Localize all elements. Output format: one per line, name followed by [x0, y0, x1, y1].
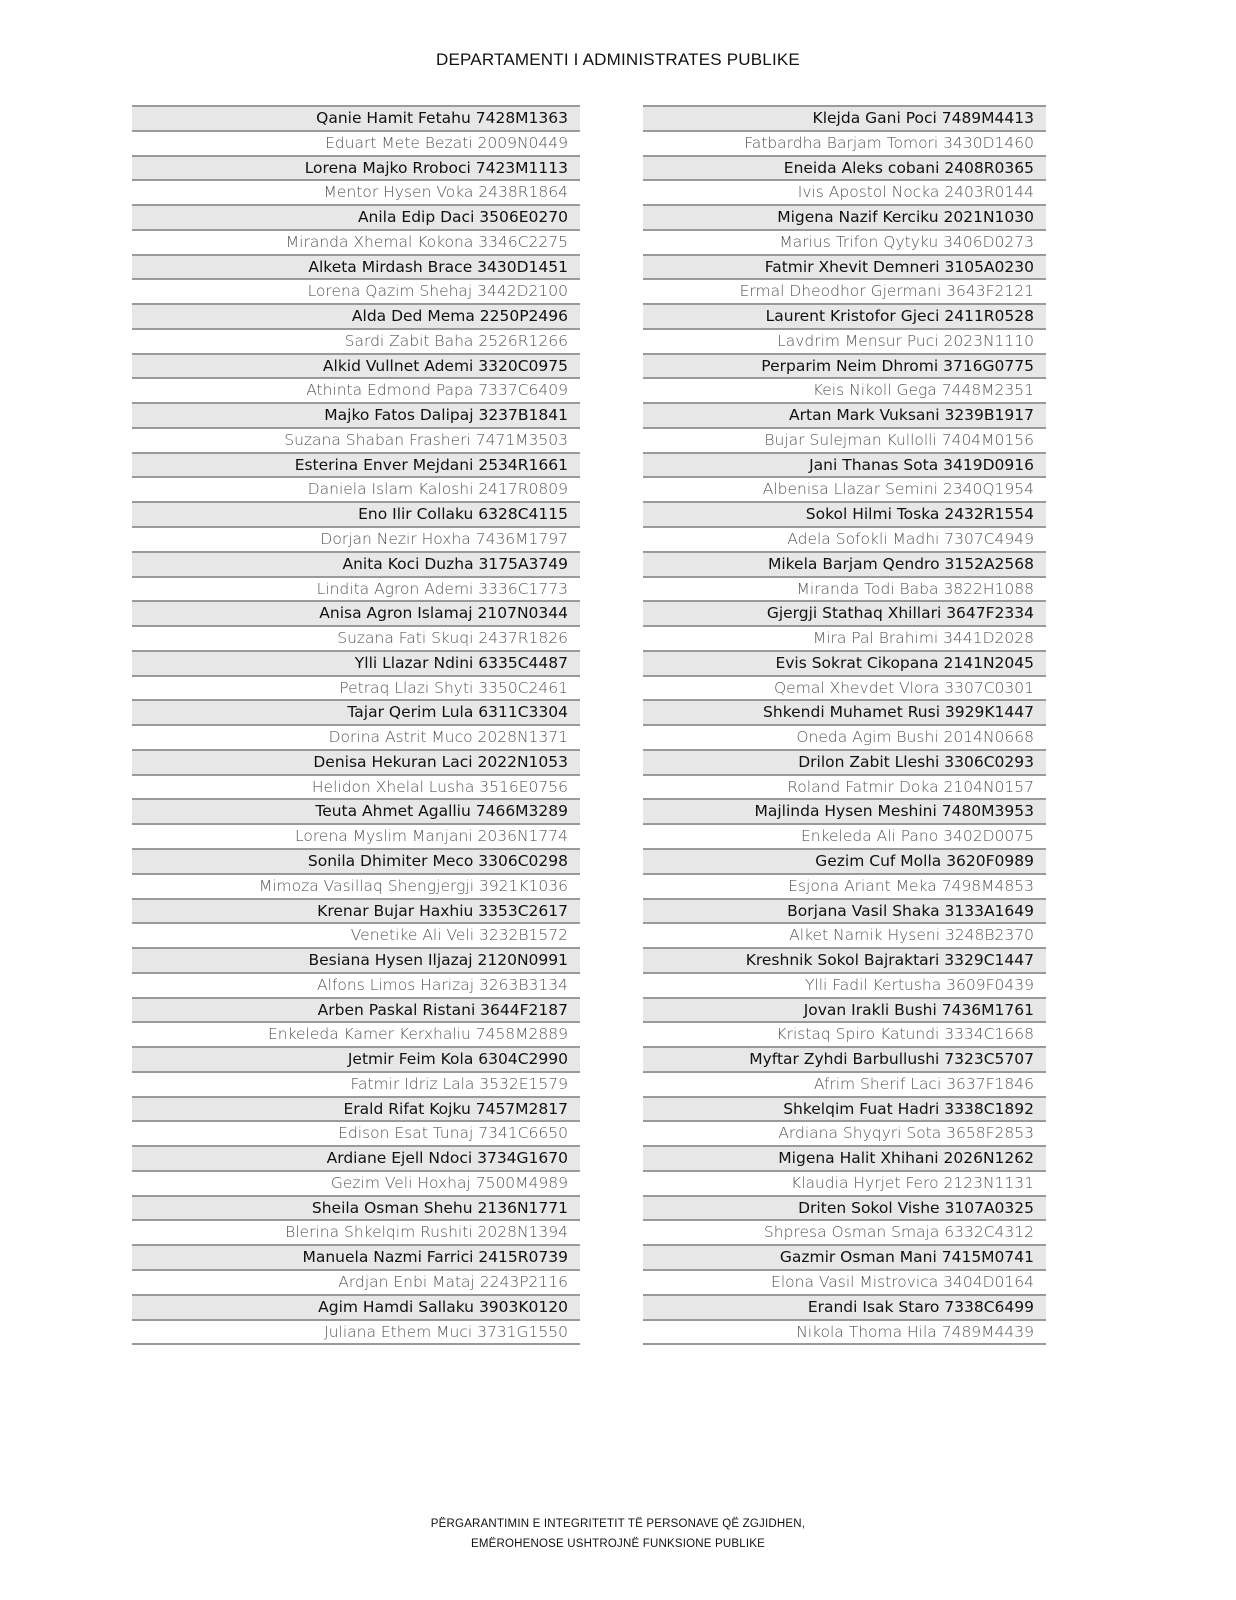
list-item: Gezim Cuf Molla 3620F0989: [643, 848, 1046, 873]
list-item: Qanie Hamit Fetahu 7428M1363: [132, 105, 580, 130]
list-item: Dorina Astrit Muco 2028N1371: [132, 724, 580, 749]
list-item: Borjana Vasil Shaka 3133A1649: [643, 898, 1046, 923]
list-item: Alketa Mirdash Brace 3430D1451: [132, 254, 580, 279]
list-item: Suzana Shaban Frasheri 7471M3503: [132, 427, 580, 452]
list-item: Eneida Aleks cobani 2408R0365: [643, 155, 1046, 180]
list-item: Mentor Hysen Voka 2438R1864: [132, 179, 580, 204]
list-item: Miranda Xhemal Kokona 3346C2275: [132, 229, 580, 254]
list-item: Shkendi Muhamet Rusi 3929K1447: [643, 699, 1046, 724]
list-item: Petraq Llazi Shyti 3350C2461: [132, 675, 580, 700]
list-item: Ardiane Ejell Ndoci 3734G1670: [132, 1145, 580, 1170]
list-item: Ylli Llazar Ndini 6335C4487: [132, 650, 580, 675]
list-item: Anita Koci Duzha 3175A3749: [132, 551, 580, 576]
list-item: Klaudia Hyrjet Fero 2123N1131: [643, 1170, 1046, 1195]
list-item: Kreshnik Sokol Bajraktari 3329C1447: [643, 947, 1046, 972]
list-item: Daniela Islam Kaloshi 2417R0809: [132, 476, 580, 501]
list-item: Gazmir Osman Mani 7415M0741: [643, 1244, 1046, 1269]
list-item: Mikela Barjam Qendro 3152A2568: [643, 551, 1046, 576]
list-item: Sonila Dhimiter Meco 3306C0298: [132, 848, 580, 873]
list-item: Artan Mark Vuksani 3239B1917: [643, 402, 1046, 427]
page-title: DEPARTAMENTI I ADMINISTRATES PUBLIKE: [436, 50, 800, 69]
list-item: Afrim Sherif Laci 3637F1846: [643, 1071, 1046, 1096]
list-end-divider: [643, 1343, 1046, 1345]
list-item: Fatbardha Barjam Tomori 3430D1460: [643, 130, 1046, 155]
list-item: Fatmir Xhevit Demneri 3105A0230: [643, 254, 1046, 279]
list-item: Gjergji Stathaq Xhillari 3647F2334: [643, 600, 1046, 625]
list-end-divider: [132, 1343, 580, 1345]
list-item: Juliana Ethem Muci 3731G1550: [132, 1319, 580, 1344]
left-name-list: [132, 105, 580, 1345]
list-item: Athinta Edmond Papa 7337C6409: [132, 377, 580, 402]
list-item: Anisa Agron Islamaj 2107N0344: [132, 600, 580, 625]
list-item: Myftar Zyhdi Barbullushi 7323C5707: [643, 1046, 1046, 1071]
list-item: Ylli Fadil Kertusha 3609F0439: [643, 972, 1046, 997]
list-item: Majlinda Hysen Meshini 7480M3953: [643, 798, 1046, 823]
list-item: Erald Rifat Kojku 7457M2817: [132, 1096, 580, 1121]
list-item: Erandi Isak Staro 7338C6499: [643, 1294, 1046, 1319]
list-item: Ivis Apostol Nocka 2403R0144: [643, 179, 1046, 204]
list-item: Eno Ilir Collaku 6328C4115: [132, 501, 580, 526]
list-item: Marius Trifon Qytyku 3406D0273: [643, 229, 1046, 254]
list-item: Adela Sofokli Madhi 7307C4949: [643, 526, 1046, 551]
right-name-list: [643, 105, 1046, 1345]
list-item: Sheila Osman Shehu 2136N1771: [132, 1195, 580, 1220]
list-item: Mimoza Vasillaq Shengjergji 3921K1036: [132, 873, 580, 898]
list-item: Anila Edip Daci 3506E0270: [132, 204, 580, 229]
list-item: Besiana Hysen Iljazaj 2120N0991: [132, 947, 580, 972]
list-item: Blerina Shkelqim Rushiti 2028N1394: [132, 1219, 580, 1244]
list-item: Elona Vasil Mistrovica 3404D0164: [643, 1269, 1046, 1294]
page-footer: [0, 1514, 1236, 1554]
list-item: Shpresa Osman Smaja 6332C4312: [643, 1219, 1046, 1244]
list-item: Suzana Fati Skuqi 2437R1826: [132, 625, 580, 650]
list-item: Klejda Gani Poci 7489M4413: [643, 105, 1046, 130]
list-item: Majko Fatos Dalipaj 3237B1841: [132, 402, 580, 427]
list-item: Teuta Ahmet Agalliu 7466M3289: [132, 798, 580, 823]
list-item: Agim Hamdi Sallaku 3903K0120: [132, 1294, 580, 1319]
list-item: Sokol Hilmi Toska 2432R1554: [643, 501, 1046, 526]
list-item: Eduart Mete Bezati 2009N0449: [132, 130, 580, 155]
list-item: Miranda Todi Baba 3822H1088: [643, 576, 1046, 601]
list-item: Qemal Xhevdet Vlora 3307C0301: [643, 675, 1046, 700]
list-item: Arben Paskal Ristani 3644F2187: [132, 997, 580, 1022]
list-item: Migena Halit Xhihani 2026N1262: [643, 1145, 1046, 1170]
list-item: Lorena Myslim Manjani 2036N1774: [132, 823, 580, 848]
list-item: Perparim Neim Dhromi 3716G0775: [643, 353, 1046, 378]
list-item: Ermal Dheodhor Gjermani 3643F2121: [643, 278, 1046, 303]
list-item: Lorena Qazim Shehaj 3442D2100: [132, 278, 580, 303]
list-item: Fatmir Idriz Lala 3532E1579: [132, 1071, 580, 1096]
list-item: Bujar Sulejman Kullolli 7404M0156: [643, 427, 1046, 452]
list-item: Sardi Zabit Baha 2526R1266: [132, 328, 580, 353]
list-item: Shkelqim Fuat Hadri 3338C1892: [643, 1096, 1046, 1121]
list-item: Edison Esat Tunaj 7341C6650: [132, 1120, 580, 1145]
list-item: Laurent Kristofor Gjeci 2411R0528: [643, 303, 1046, 328]
list-item: Evis Sokrat Cikopana 2141N2045: [643, 650, 1046, 675]
list-item: Roland Fatmir Doka 2104N0157: [643, 774, 1046, 799]
list-item: Krenar Bujar Haxhiu 3353C2617: [132, 898, 580, 923]
list-item: Venetike Ali Veli 3232B1572: [132, 922, 580, 947]
list-item: Drilon Zabit Lleshi 3306C0293: [643, 749, 1046, 774]
list-item: Enkeleda Kamer Kerxhaliu 7458M2889: [132, 1021, 580, 1046]
list-item: Nikola Thoma Hila 7489M4439: [643, 1319, 1046, 1344]
footer-line-2: EMËROHENOSE USHTROJNË FUNKSIONE PUBLIKE: [470, 1538, 766, 1550]
list-item: Esjona Ariant Meka 7498M4853: [643, 873, 1046, 898]
list-item: Alkid Vullnet Ademi 3320C0975: [132, 353, 580, 378]
list-item: Enkeleda Ali Pano 3402D0075: [643, 823, 1046, 848]
list-item: Albenisa Llazar Semini 2340Q1954: [643, 476, 1046, 501]
list-item: Gezim Veli Hoxhaj 7500M4989: [132, 1170, 580, 1195]
list-item: Tajar Qerim Lula 6311C3304: [132, 699, 580, 724]
list-item: Manuela Nazmi Farrici 2415R0739: [132, 1244, 580, 1269]
footer-line-1: PËRGARANTIMIN E INTEGRITETIT TË PERSONAVE QË ZGJIDHEN,: [430, 1518, 806, 1530]
list-item: Lorena Majko Rroboci 7423M1113: [132, 155, 580, 180]
list-item: Jovan Irakli Bushi 7436M1761: [643, 997, 1046, 1022]
list-item: Lindita Agron Ademi 3336C1773: [132, 576, 580, 601]
list-item: Jetmir Feim Kola 6304C2990: [132, 1046, 580, 1071]
list-item: Oneda Agim Bushi 2014N0668: [643, 724, 1046, 749]
list-item: Driten Sokol Vishe 3107A0325: [643, 1195, 1046, 1220]
list-item: Mira Pal Brahimi 3441D2028: [643, 625, 1046, 650]
list-item: Kristaq Spiro Katundi 3334C1668: [643, 1021, 1046, 1046]
list-item: Dorjan Nezir Hoxha 7436M1797: [132, 526, 580, 551]
list-item: Helidon Xhelal Lusha 3516E0756: [132, 774, 580, 799]
list-item: Keis Nikoll Gega 7448M2351: [643, 377, 1046, 402]
list-item: Jani Thanas Sota 3419D0916: [643, 452, 1046, 477]
list-item: Ardjan Enbi Mataj 2243P2116: [132, 1269, 580, 1294]
list-item: Ardiana Shyqyri Sota 3658F2853: [643, 1120, 1046, 1145]
list-item: Migena Nazif Kerciku 2021N1030: [643, 204, 1046, 229]
list-item: Denisa Hekuran Laci 2022N1053: [132, 749, 580, 774]
list-item: Alfons Limos Harizaj 3263B3134: [132, 972, 580, 997]
list-item: Alda Ded Mema 2250P2496: [132, 303, 580, 328]
list-item: Esterina Enver Mejdani 2534R1661: [132, 452, 580, 477]
list-item: Lavdrim Mensur Puci 2023N1110: [643, 328, 1046, 353]
list-item: Alket Namik Hyseni 3248B2370: [643, 922, 1046, 947]
